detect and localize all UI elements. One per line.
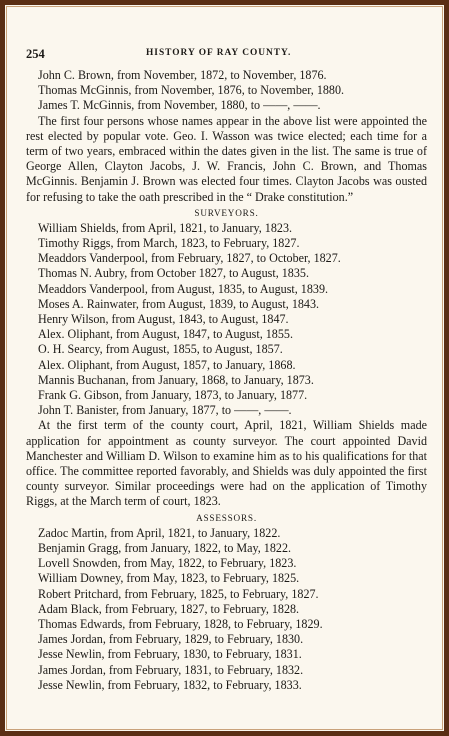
list-item: Henry Wilson, from August, 1843, to August, 1847. <box>38 312 289 327</box>
list-item: Jesse Newlin, from February, 1832, to February, 1833. <box>38 677 302 692</box>
paragraph-appointments: The first four persons whose names appear in the above list were appointed the rest elected by popular vote. Geo. I. Wasson was twice elected; each time for a term of two years, embraced within the dates given in the list. The same is true of George Allen, Clayton Jacobs, J. W. Francis, John C. Brown, and Thomas McGinnis. Benjamin J. Brown was elected four times. Clayton Jacobs was ousted for refusing to take the oath prescribed in the “ Drake constitution.” <box>26 113 427 204</box>
list-item: Meaddors Vanderpool, from February, 1827, to October, 1827. <box>38 251 341 266</box>
section-heading-surveyors: SURVEYORS. <box>194 207 259 218</box>
list-item: William Shields, from April, 1821, to January, 1823. <box>38 220 293 235</box>
list-item: Thomas N. Aubry, from October 1827, to August, 1835. <box>38 266 309 281</box>
list-item: Thomas Edwards, from February, 1828, to February, 1829. <box>38 616 323 631</box>
paragraph-surveyor-appointment: At the first term of the county court, April, 1821, William Shields made application for appointment as county surveyor. The court appointed David Manchester and William D. Wilson to examine him as to his qualifications for that office. The committee reported favorably, and Shields was duly appointed the first county surveyor. Similar proceedings were had on the application of Timothy Riggs, at the March term of court, 1823. <box>26 418 427 509</box>
list-item: Adam Black, from February, 1827, to February, 1828. <box>38 601 300 616</box>
list-item: James Jordan, from February, 1831, to February, 1832. <box>38 662 304 677</box>
list-item: Benjamin Gragg, from January, 1822, to May, 1822. <box>38 540 292 555</box>
list-item: John T. Banister, from January, 1877, to ——, ——. <box>38 403 292 418</box>
assessors-list <box>26 526 427 693</box>
list-item: Timothy Riggs, from March, 1823, to February, 1827. <box>38 236 300 251</box>
collectors-list <box>26 68 427 114</box>
list-item: Lovell Snowden, from May, 1822, to February, 1823. <box>38 556 297 571</box>
list-item: Robert Pritchard, from February, 1825, to February, 1827. <box>38 586 319 601</box>
list-item: Moses A. Rainwater, from August, 1839, to August, 1843. <box>38 296 320 311</box>
list-item: James T. McGinnis, from November, 1880, to ——, ——. <box>38 98 321 113</box>
list-item: James Jordan, from February, 1829, to February, 1830. <box>38 632 304 647</box>
running-head: HISTORY OF RAY COUNTY. <box>146 48 292 58</box>
surveyors-list <box>26 221 427 419</box>
list-item: Jesse Newlin, from February, 1830, to February, 1831. <box>38 647 302 662</box>
list-item: Alex. Oliphant, from August, 1857, to January, 1868. <box>38 357 296 372</box>
list-item: Alex. Oliphant, from August, 1847, to August, 1855. <box>38 327 293 342</box>
page-number: 254 <box>26 47 45 61</box>
list-item: Thomas McGinnis, from November, 1876, to November, 1880. <box>38 83 345 98</box>
section-heading-assessors: ASSESSORS. <box>196 512 257 523</box>
list-item: William Downey, from May, 1823, to February, 1825. <box>38 571 300 586</box>
list-item: Zadoc Martin, from April, 1821, to January, 1822. <box>38 525 281 540</box>
page-body <box>26 68 427 693</box>
list-item: John C. Brown, from November, 1872, to November, 1876. <box>38 68 327 82</box>
list-item: O. H. Searcy, from August, 1855, to August, 1857. <box>38 342 283 357</box>
list-item: Mannis Buchanan, from January, 1868, to January, 1873. <box>38 372 314 387</box>
page-header <box>26 47 426 63</box>
list-item: Frank G. Gibson, from January, 1873, to January, 1877. <box>38 388 308 403</box>
list-item: Meaddors Vanderpool, from August, 1835, to August, 1839. <box>38 281 329 296</box>
